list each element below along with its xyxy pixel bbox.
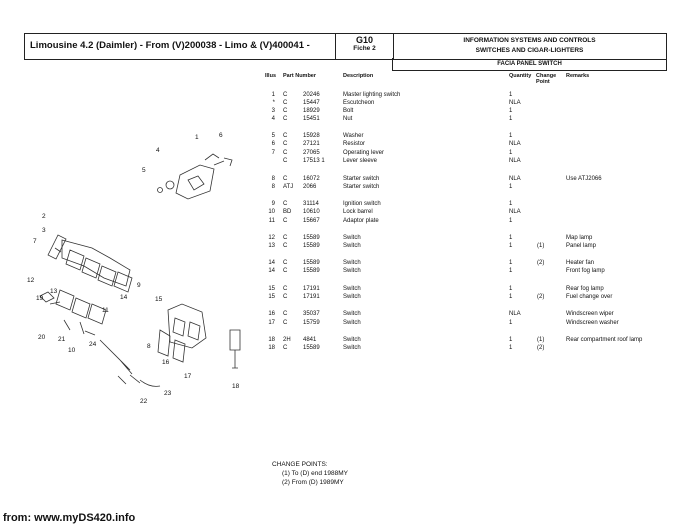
row-quantity: 1 (509, 235, 513, 241)
row-illus: 14 (268, 260, 275, 266)
row-part-number: 15928 (303, 133, 320, 139)
row-quantity: 1 (509, 294, 513, 300)
row-description: Lock barrel (343, 209, 373, 215)
row-prefix: C (283, 100, 288, 106)
row-quantity: NLA (509, 176, 521, 182)
row-quantity: 1 (509, 345, 513, 351)
row-illus: 5 (271, 133, 275, 139)
row-prefix: C (283, 116, 288, 122)
row-quantity: 1 (509, 92, 513, 98)
row-description: Switch (343, 311, 361, 317)
row-part-number: 27121 (303, 141, 320, 147)
row-part-number: 17191 (303, 294, 320, 300)
row-part-number: 15589 (303, 260, 320, 266)
row-description: Nut (343, 116, 353, 122)
callout-label: 8 (147, 343, 151, 350)
row-illus: 16 (268, 311, 275, 317)
row-quantity: 1 (509, 201, 513, 207)
callout-label: 22 (140, 398, 148, 405)
row-quantity: 1 (509, 218, 513, 224)
callout-label: 21 (58, 336, 66, 343)
row-illus: 7 (271, 150, 275, 156)
row-prefix: BD (283, 209, 292, 215)
row-illus: 11 (268, 218, 275, 224)
row-prefix: C (283, 294, 288, 300)
row-quantity: NLA (509, 311, 521, 317)
row-part-number: 18929 (303, 108, 320, 114)
row-prefix: C (283, 150, 288, 156)
row-illus: * (272, 100, 275, 106)
row-description: Switch (343, 268, 361, 274)
callout-label: 5 (142, 167, 146, 174)
row-quantity: 1 (509, 184, 513, 190)
row-illus: 15 (268, 294, 275, 300)
row-description: Switch (343, 243, 361, 249)
row-remarks: Windscreen wiper (566, 311, 614, 317)
row-part-number: 35037 (303, 311, 320, 317)
callout-label: 3 (42, 227, 46, 234)
row-description: Ignition switch (343, 201, 381, 207)
row-description: Switch (343, 345, 361, 351)
callout-label: 24 (89, 341, 97, 348)
row-prefix: C (283, 108, 288, 114)
row-remarks: Heater fan (566, 260, 595, 266)
row-prefix: C (283, 158, 288, 164)
section-code: G10 (355, 35, 373, 45)
row-part-number: 17191 (303, 286, 320, 292)
row-remarks: Front fog lamp (566, 268, 605, 274)
row-quantity: 1 (509, 320, 513, 326)
fiche-number: Fiche 2 (353, 45, 376, 52)
row-description: Master lighting switch (343, 92, 401, 98)
row-description: Bolt (343, 108, 354, 114)
row-quantity: 1 (509, 243, 513, 249)
callout-label: 2 (42, 213, 46, 220)
row-prefix: C (283, 235, 288, 241)
row-illus: 12 (268, 235, 275, 241)
row-prefix: C (283, 268, 288, 274)
row-prefix: ATJ (283, 184, 294, 190)
row-description: Adaptor plate (343, 218, 379, 224)
col-header-remarks: Remarks (566, 73, 590, 79)
row-illus: 4 (271, 116, 275, 122)
row-remarks: Map lamp (566, 235, 593, 241)
row-description: Starter switch (343, 184, 380, 190)
callout-label: 12 (27, 277, 35, 284)
row-description: Escutcheon (343, 100, 375, 106)
callout-label: 6 (219, 132, 223, 139)
row-description: Starter switch (343, 176, 380, 182)
row-illus: 18 (268, 337, 275, 343)
row-illus: 10 (268, 209, 275, 215)
row-illus: 1 (271, 92, 275, 98)
row-illus: 15 (268, 286, 275, 292)
col-header-quantity: Quantity (509, 73, 532, 79)
callout-label: 16 (162, 359, 170, 366)
row-prefix: C (283, 286, 288, 292)
row-description: Switch (343, 320, 361, 326)
callout-label: 20 (38, 334, 46, 341)
callout-label: 17 (184, 373, 192, 380)
row-prefix: 2H (283, 337, 291, 343)
row-part-number: 15589 (303, 268, 320, 274)
callout-label: 10 (68, 347, 76, 354)
row-illus: 18 (268, 345, 275, 351)
row-part-number: 2066 (303, 184, 317, 190)
row-part-number: 15451 (303, 116, 320, 122)
row-remarks: Fuel change over (566, 294, 613, 300)
col-header-part-number: Part Number (283, 73, 317, 79)
row-illus: 13 (268, 243, 275, 249)
section-title-line2: SWITCHES AND CIGAR-LIGHTERS (475, 47, 584, 54)
row-illus: 17 (268, 320, 275, 326)
row-part-number: 15667 (303, 218, 320, 224)
row-remarks: Windscreen washer (566, 320, 619, 326)
row-quantity: 1 (509, 133, 513, 139)
row-part-number: 15589 (303, 345, 320, 351)
row-quantity: NLA (509, 100, 521, 106)
row-change-point: (1) (537, 243, 545, 249)
change-point-1: (1) To (D) end 1988MY (282, 470, 348, 477)
row-prefix: C (283, 311, 288, 317)
row-part-number: 17513 1 (303, 158, 325, 164)
row-part-number: 4841 (303, 337, 317, 343)
callout-label: 11 (102, 307, 109, 314)
row-description: Switch (343, 294, 361, 300)
row-illus: 8 (271, 176, 275, 182)
row-part-number: 15589 (303, 235, 320, 241)
section-title-line1: INFORMATION SYSTEMS AND CONTROLS (463, 37, 596, 44)
page-title: Limousine 4.2 (Daimler) - From (V)200038 - Limo & (V)400041 - (30, 40, 310, 51)
callout-label: 9 (137, 282, 141, 289)
row-prefix: C (283, 260, 288, 266)
row-part-number: 15447 (303, 100, 320, 106)
row-part-number: 31114 (303, 201, 319, 207)
row-part-number: 15589 (303, 243, 320, 249)
callout-label: 13 (50, 288, 58, 295)
row-description: Switch (343, 235, 361, 241)
row-quantity: NLA (509, 158, 521, 164)
row-description: Lever sleeve (343, 158, 378, 164)
row-quantity: 1 (509, 268, 513, 274)
row-illus: 3 (271, 108, 275, 114)
change-points-title: CHANGE POINTS: (272, 461, 328, 468)
row-prefix: C (283, 176, 288, 182)
row-quantity: 1 (509, 286, 513, 292)
row-part-number: 10610 (303, 209, 320, 215)
row-prefix: C (283, 141, 288, 147)
row-prefix: C (283, 201, 288, 207)
row-description: Switch (343, 260, 361, 266)
row-change-point: (1) (537, 337, 545, 343)
row-prefix: C (283, 345, 288, 351)
row-part-number: 20246 (303, 92, 320, 98)
row-prefix: C (283, 133, 288, 139)
callout-label: 23 (164, 390, 172, 397)
row-quantity: NLA (509, 141, 521, 147)
row-quantity: 1 (509, 108, 513, 114)
row-quantity: 1 (509, 337, 513, 343)
row-remarks: Use ATJ2066 (566, 176, 602, 182)
source-footer: from: www.myDS420.info (3, 512, 136, 524)
change-point-2: (2) From (D) 1989MY (282, 479, 344, 486)
row-remarks: Rear fog lamp (566, 286, 604, 292)
row-description: Operating lever (343, 150, 385, 156)
row-illus: 8 (271, 184, 275, 190)
row-illus: 9 (271, 201, 275, 207)
row-illus: 14 (268, 268, 275, 274)
row-change-point: (2) (537, 260, 545, 266)
row-prefix: C (283, 92, 288, 98)
callout-label: 15 (155, 296, 163, 303)
row-prefix: C (283, 218, 288, 224)
row-illus: 6 (271, 141, 275, 147)
row-description: Switch (343, 286, 361, 292)
row-quantity: 1 (509, 150, 513, 156)
row-change-point: (2) (537, 345, 545, 351)
row-description: Switch (343, 337, 361, 343)
row-remarks: Rear compartment roof lamp (566, 337, 643, 343)
callout-label: 4 (156, 147, 160, 154)
row-quantity: NLA (509, 209, 521, 215)
row-prefix: C (283, 320, 288, 326)
col-header-change-point: Change Point (536, 73, 557, 85)
subsection-title: FACIA PANEL SWITCH (392, 58, 667, 71)
row-part-number: 16072 (303, 176, 320, 182)
row-quantity: 1 (509, 260, 513, 266)
row-prefix: C (283, 243, 288, 249)
row-quantity: 1 (509, 116, 513, 122)
col-header-illus: Illus (265, 73, 277, 79)
row-remarks: Panel lamp (566, 243, 597, 249)
row-change-point: (2) (537, 294, 545, 300)
row-description: Resistor (343, 141, 366, 147)
row-part-number: 27065 (303, 150, 320, 156)
callout-label: 14 (120, 294, 128, 301)
callout-label: 1 (195, 134, 199, 141)
callout-label: 7 (33, 238, 37, 245)
row-part-number: 15759 (303, 320, 320, 326)
row-description: Washer (343, 133, 364, 139)
callout-label: 19 (36, 295, 44, 302)
col-header-description: Description (343, 73, 374, 79)
callout-label: 18 (232, 383, 240, 390)
